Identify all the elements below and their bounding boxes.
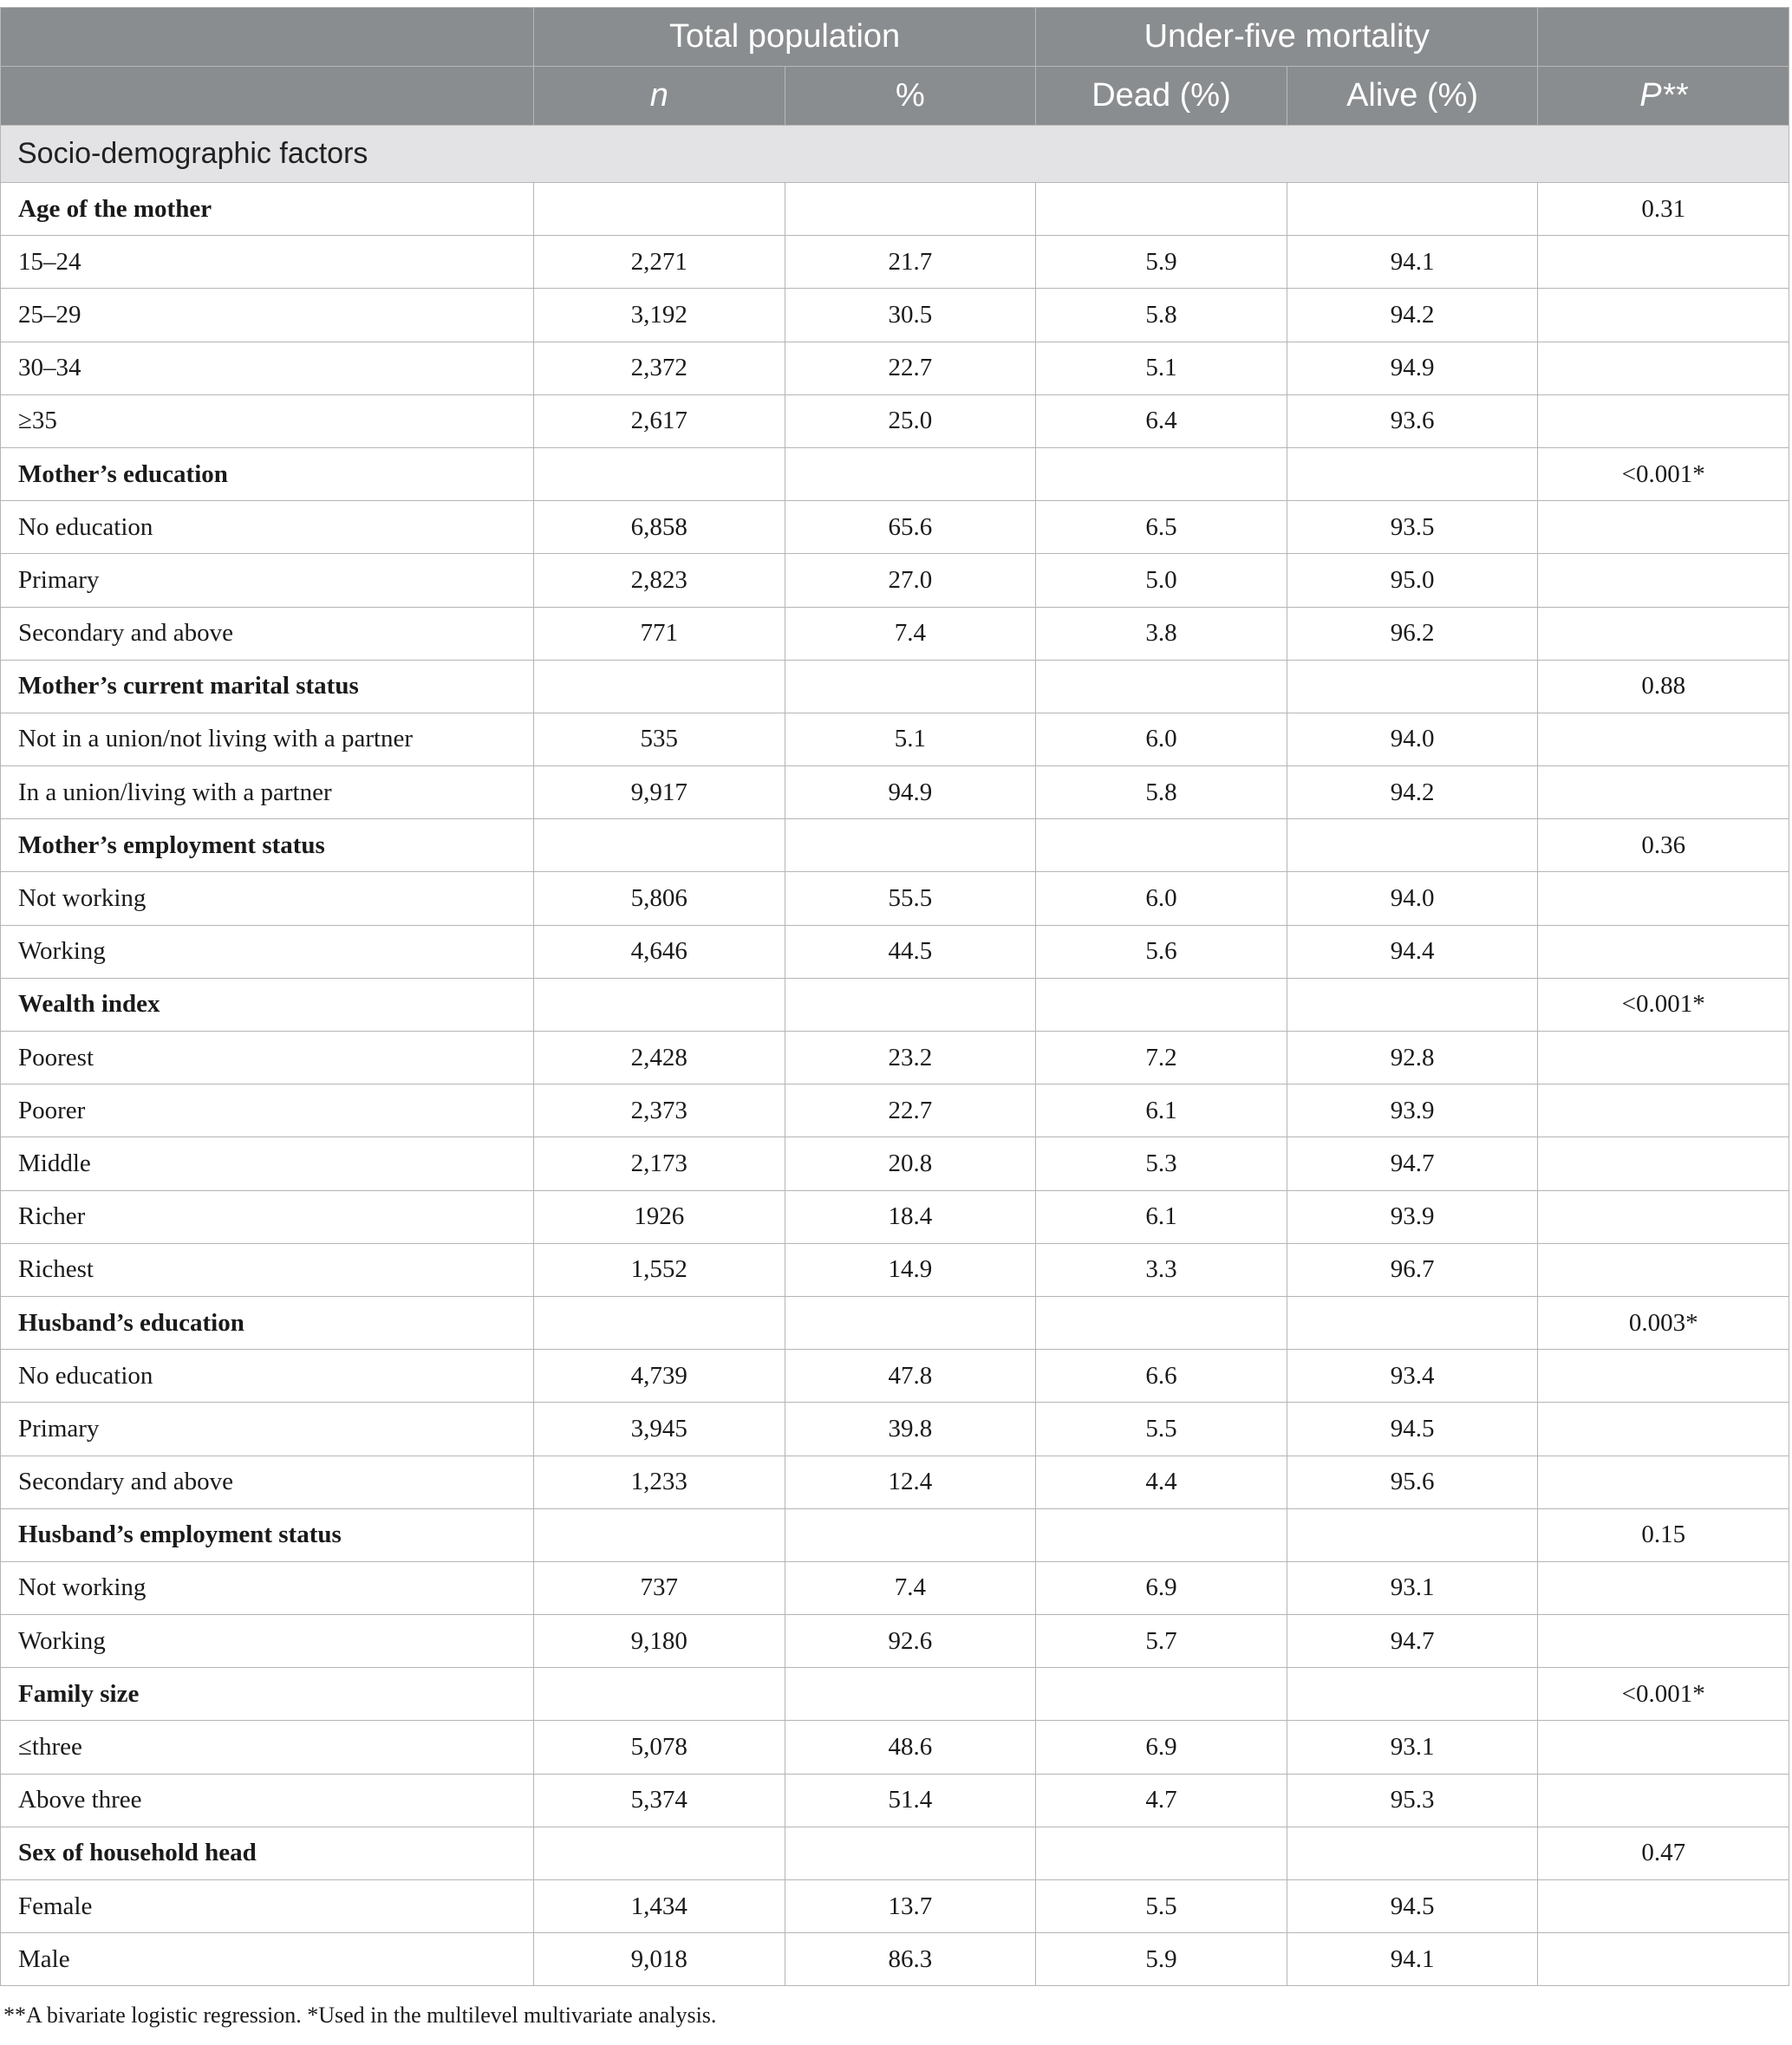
row-label: Working [1,925,534,978]
cell-percent: 22.7 [785,342,1036,394]
row-label: Poorer [1,1084,534,1137]
cell-percent: 55.5 [785,872,1036,925]
row-label: 30–34 [1,342,534,394]
cell-p-value [1538,554,1789,607]
cell-dead [1036,183,1287,236]
header-group-empty [1,8,534,67]
cell-n: 771 [534,607,785,660]
cell-p-value [1538,1137,1789,1190]
cell-alive: 94.0 [1287,872,1538,925]
table-row [1,1403,1789,1456]
cell-alive: 94.2 [1287,289,1538,342]
cell-alive: 95.6 [1287,1456,1538,1508]
cell-percent: 94.9 [785,766,1036,819]
cell-percent: 30.5 [785,289,1036,342]
cell-p-value [1538,1721,1789,1774]
cell-n: 5,806 [534,872,785,925]
cell-alive [1287,447,1538,500]
cell-alive: 94.5 [1287,1880,1538,1933]
cell-dead: 7.2 [1036,1032,1287,1084]
cell-n: 535 [534,713,785,765]
data-table [0,7,1789,1986]
cell-dead: 5.7 [1036,1615,1287,1668]
row-label: Age of the mother [1,183,534,236]
header-column-row [1,67,1789,126]
cell-percent [785,1508,1036,1561]
group-header-row [1,978,1789,1031]
table-row [1,1137,1789,1190]
cell-n [534,1668,785,1721]
cell-n: 1,552 [534,1243,785,1296]
cell-p-value: 0.15 [1538,1508,1789,1561]
row-label: Above three [1,1774,534,1827]
row-label: Mother’s current marital status [1,660,534,713]
cell-p-value [1538,342,1789,394]
cell-percent: 86.3 [785,1933,1036,1986]
cell-percent: 23.2 [785,1032,1036,1084]
cell-n: 4,646 [534,925,785,978]
cell-p-value [1538,289,1789,342]
cell-p-value [1538,1456,1789,1508]
cell-dead [1036,1296,1287,1349]
header-group-empty-p [1538,8,1789,67]
cell-p-value [1538,1350,1789,1403]
row-label: Female [1,1880,534,1933]
cell-dead: 5.6 [1036,925,1287,978]
cell-percent: 7.4 [785,607,1036,660]
row-label: Husband’s education [1,1296,534,1349]
cell-n: 2,173 [534,1137,785,1190]
cell-percent: 25.0 [785,394,1036,447]
table-row [1,1880,1789,1933]
cell-n: 2,373 [534,1084,785,1137]
cell-dead: 5.9 [1036,236,1287,289]
cell-dead: 5.5 [1036,1880,1287,1933]
cell-percent [785,978,1036,1031]
cell-p-value [1538,1774,1789,1827]
cell-alive [1287,978,1538,1031]
row-label: Wealth index [1,978,534,1031]
cell-alive: 94.1 [1287,236,1538,289]
table-row [1,1721,1789,1774]
table-row [1,766,1789,819]
cell-n: 1926 [534,1190,785,1243]
cell-p-value [1538,872,1789,925]
row-label: Secondary and above [1,1456,534,1508]
cell-alive [1287,1296,1538,1349]
cell-alive: 94.9 [1287,342,1538,394]
cell-percent [785,660,1036,713]
cell-alive: 94.2 [1287,766,1538,819]
cell-percent: 14.9 [785,1243,1036,1296]
cell-percent [785,819,1036,872]
cell-dead: 5.1 [1036,342,1287,394]
cell-percent: 44.5 [785,925,1036,978]
cell-n [534,1296,785,1349]
row-label: Working [1,1615,534,1668]
cell-alive [1287,1508,1538,1561]
cell-alive: 92.8 [1287,1032,1538,1084]
cell-p-value [1538,236,1789,289]
cell-n: 9,917 [534,766,785,819]
cell-p-value [1538,925,1789,978]
row-label: Not working [1,1561,534,1614]
cell-p-value [1538,607,1789,660]
row-label: Primary [1,554,534,607]
row-label: Husband’s employment status [1,1508,534,1561]
cell-alive [1287,183,1538,236]
cell-p-value [1538,1615,1789,1668]
cell-p-value: <0.001* [1538,1668,1789,1721]
cell-alive: 95.0 [1287,554,1538,607]
cell-dead: 4.7 [1036,1774,1287,1827]
cell-percent: 51.4 [785,1774,1036,1827]
cell-dead: 5.3 [1036,1137,1287,1190]
cell-n: 1,233 [534,1456,785,1508]
table-row [1,236,1789,289]
cell-p-value: 0.003* [1538,1296,1789,1349]
table-row [1,1032,1789,1084]
row-label: Richer [1,1190,534,1243]
table-row [1,1456,1789,1508]
row-label: Primary [1,1403,534,1456]
table-row [1,554,1789,607]
cell-alive [1287,660,1538,713]
cell-n [534,183,785,236]
header-col-percent: % [785,67,1036,126]
row-label: Secondary and above [1,607,534,660]
cell-p-value: <0.001* [1538,978,1789,1031]
row-label: 25–29 [1,289,534,342]
table-row [1,1350,1789,1403]
cell-alive: 93.9 [1287,1190,1538,1243]
cell-percent: 12.4 [785,1456,1036,1508]
cell-percent: 7.4 [785,1561,1036,1614]
cell-percent: 47.8 [785,1350,1036,1403]
cell-alive: 94.5 [1287,1403,1538,1456]
cell-n: 4,739 [534,1350,785,1403]
table-row [1,1084,1789,1137]
group-header-row [1,447,1789,500]
header-col-dead: Dead (%) [1036,67,1287,126]
cell-p-value [1538,394,1789,447]
cell-dead [1036,978,1287,1031]
row-label: 15–24 [1,236,534,289]
cell-alive: 94.7 [1287,1137,1538,1190]
cell-p-value [1538,1243,1789,1296]
cell-n [534,1827,785,1879]
cell-alive: 94.1 [1287,1933,1538,1986]
table-row [1,1774,1789,1827]
table-row [1,1243,1789,1296]
cell-dead: 5.5 [1036,1403,1287,1456]
cell-dead: 5.8 [1036,766,1287,819]
cell-percent: 27.0 [785,554,1036,607]
cell-n: 5,374 [534,1774,785,1827]
header-col-label [1,67,534,126]
cell-percent: 13.7 [785,1880,1036,1933]
cell-n: 5,078 [534,1721,785,1774]
cell-alive: 95.3 [1287,1774,1538,1827]
cell-alive: 93.1 [1287,1561,1538,1614]
cell-percent: 22.7 [785,1084,1036,1137]
cell-dead: 6.9 [1036,1561,1287,1614]
cell-p-value [1538,1403,1789,1456]
cell-n: 2,271 [534,236,785,289]
cell-percent: 20.8 [785,1137,1036,1190]
cell-alive: 93.9 [1287,1084,1538,1137]
cell-dead: 6.9 [1036,1721,1287,1774]
row-label: Sex of household head [1,1827,534,1879]
cell-dead [1036,819,1287,872]
cell-p-value: 0.31 [1538,183,1789,236]
cell-dead: 6.0 [1036,713,1287,765]
row-label: Middle [1,1137,534,1190]
header-col-n: n [534,67,785,126]
cell-n: 3,945 [534,1403,785,1456]
cell-p-value [1538,501,1789,554]
cell-alive: 94.4 [1287,925,1538,978]
table-row [1,925,1789,978]
table-row [1,342,1789,394]
table-row [1,872,1789,925]
cell-dead: 6.5 [1036,501,1287,554]
cell-alive: 96.2 [1287,607,1538,660]
cell-n [534,1508,785,1561]
cell-p-value: 0.47 [1538,1827,1789,1879]
cell-n [534,447,785,500]
cell-p-value [1538,1933,1789,1986]
cell-alive: 94.7 [1287,1615,1538,1668]
table-row [1,713,1789,765]
table-row [1,501,1789,554]
cell-alive: 93.4 [1287,1350,1538,1403]
row-label: No education [1,1350,534,1403]
group-header-row [1,819,1789,872]
cell-n: 2,372 [534,342,785,394]
cell-dead [1036,1827,1287,1879]
row-label: ≤three [1,1721,534,1774]
table-row [1,1933,1789,1986]
table-row [1,1615,1789,1668]
cell-dead: 6.1 [1036,1084,1287,1137]
group-header-row [1,183,1789,236]
header-group-row [1,8,1789,67]
row-label: Family size [1,1668,534,1721]
cell-percent [785,447,1036,500]
cell-n [534,819,785,872]
cell-dead: 6.6 [1036,1350,1287,1403]
cell-p-value [1538,1880,1789,1933]
cell-dead [1036,1508,1287,1561]
row-label: Mother’s education [1,447,534,500]
table-row [1,289,1789,342]
cell-alive: 93.6 [1287,394,1538,447]
cell-dead: 5.0 [1036,554,1287,607]
cell-percent: 92.6 [785,1615,1036,1668]
group-header-row [1,660,1789,713]
section-title: Socio-demographic factors [1,126,1789,183]
cell-p-value [1538,713,1789,765]
cell-p-value [1538,1084,1789,1137]
row-label: In a union/living with a partner [1,766,534,819]
cell-dead [1036,660,1287,713]
cell-p-value: 0.36 [1538,819,1789,872]
cell-n [534,978,785,1031]
cell-n: 3,192 [534,289,785,342]
cell-dead: 4.4 [1036,1456,1287,1508]
cell-percent: 21.7 [785,236,1036,289]
row-label: Richest [1,1243,534,1296]
cell-percent: 5.1 [785,713,1036,765]
cell-percent [785,1296,1036,1349]
cell-alive [1287,819,1538,872]
cell-n: 1,434 [534,1880,785,1933]
cell-dead: 6.1 [1036,1190,1287,1243]
group-header-row [1,1668,1789,1721]
header-group-total-population: Total population [534,8,1036,67]
cell-alive: 93.5 [1287,501,1538,554]
cell-dead: 3.8 [1036,607,1287,660]
row-label: Not in a union/not living with a partner [1,713,534,765]
cell-alive: 93.1 [1287,1721,1538,1774]
cell-n [534,660,785,713]
group-header-row [1,1508,1789,1561]
cell-p-value [1538,1561,1789,1614]
row-label: No education [1,501,534,554]
cell-p-value: 0.88 [1538,660,1789,713]
footnote: **A bivariate logistic regression. *Used in the multilevel multivariate analysis. [3,2003,717,2028]
cell-alive: 94.0 [1287,713,1538,765]
cell-n: 2,823 [534,554,785,607]
cell-p-value: <0.001* [1538,447,1789,500]
cell-dead: 5.9 [1036,1933,1287,1986]
table-row [1,607,1789,660]
row-label: ≥35 [1,394,534,447]
cell-dead: 6.0 [1036,872,1287,925]
cell-alive [1287,1827,1538,1879]
row-label: Poorest [1,1032,534,1084]
table-row [1,394,1789,447]
cell-dead: 3.3 [1036,1243,1287,1296]
row-label: Mother’s employment status [1,819,534,872]
header-col-alive: Alive (%) [1287,67,1538,126]
cell-n: 2,617 [534,394,785,447]
cell-dead [1036,1668,1287,1721]
cell-p-value [1538,766,1789,819]
cell-percent: 65.6 [785,501,1036,554]
cell-dead: 5.8 [1036,289,1287,342]
cell-n: 6,858 [534,501,785,554]
table-row [1,1190,1789,1243]
cell-percent: 39.8 [785,1403,1036,1456]
cell-dead: 6.4 [1036,394,1287,447]
row-label: Not working [1,872,534,925]
cell-n: 2,428 [534,1032,785,1084]
cell-n: 9,018 [534,1933,785,1986]
table-row [1,1561,1789,1614]
cell-alive [1287,1668,1538,1721]
group-header-row [1,1827,1789,1879]
cell-percent [785,1827,1036,1879]
group-header-row [1,1296,1789,1349]
cell-p-value [1538,1190,1789,1243]
cell-percent: 18.4 [785,1190,1036,1243]
cell-percent [785,1668,1036,1721]
header-col-p-value: P** [1538,67,1789,126]
cell-dead [1036,447,1287,500]
cell-percent: 48.6 [785,1721,1036,1774]
cell-percent [785,183,1036,236]
cell-alive: 96.7 [1287,1243,1538,1296]
row-label: Male [1,1933,534,1986]
header-group-under-five-mortality: Under-five mortality [1036,8,1538,67]
cell-p-value [1538,1032,1789,1084]
cell-n: 9,180 [534,1615,785,1668]
section-row [1,126,1789,183]
cell-n: 737 [534,1561,785,1614]
